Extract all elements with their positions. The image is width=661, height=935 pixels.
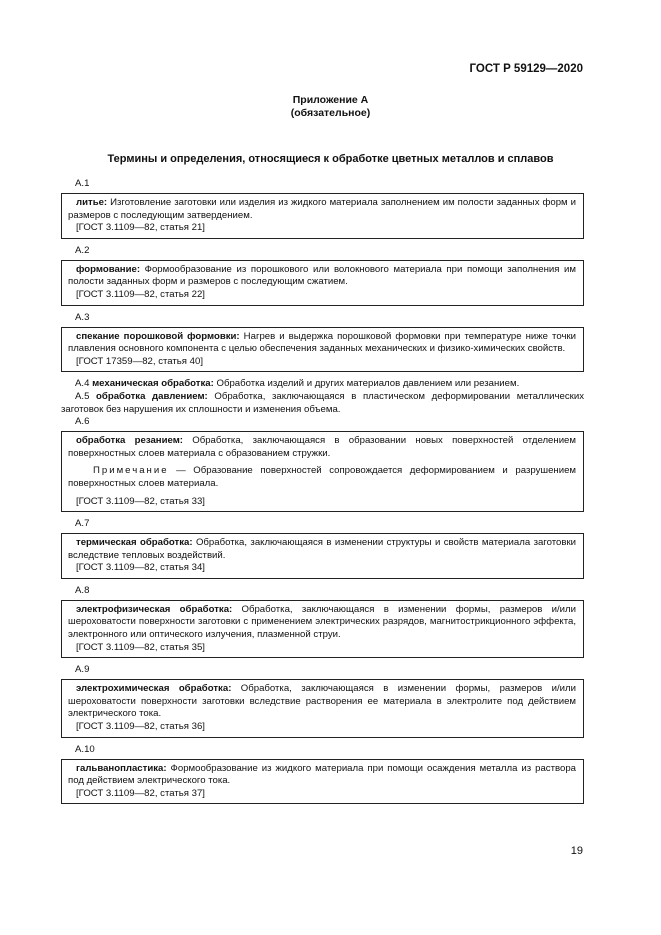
definition-text: Обработка, заключающаяся в изменении формы, размеров и/или шероховатости поверхности заготовки с применением электрических разрядов, магнитострикционного эффекта, электронного или оптического излучения, плазменной струи. [68, 603, 576, 641]
entry-number: А.9 [75, 664, 90, 676]
entry-number: А.4 [75, 378, 90, 390]
section-title: Термины и определения, относящиеся к обработке цветных металлов и сплавов [107, 153, 554, 165]
terms-list [61, 174, 584, 810]
term-definition [68, 683, 576, 721]
term-note [68, 465, 576, 490]
term-name: термическая обработка: [76, 537, 193, 549]
term-definition [68, 763, 576, 788]
entry-number: А.2 [75, 244, 90, 256]
standard-designation: ГОСТ Р 59129—2020 [469, 63, 583, 75]
annex-subtitle: (обязательное) [290, 107, 371, 119]
entry-number: А.10 [75, 743, 95, 755]
term-box [61, 327, 584, 373]
term-box [61, 431, 584, 512]
entry-number: А.1 [75, 178, 90, 189]
term-box [61, 679, 584, 737]
note-label: Примечание [93, 465, 169, 477]
definition-text: Нагрев и выдержка порошковой формовки при температуре ниже точки плавления основного компонента с целью обеспечения заданных механических и физико-химических свойств. [68, 330, 576, 355]
page-number: 19 [570, 845, 583, 857]
term-name: обработка давлением: [96, 390, 208, 402]
term-definition [68, 435, 576, 460]
definition-text: Обработка, заключающаяся в изменении формы, размеров и/или шероховатости поверхности заготовки вследствие растворения ее материала в электролите под действием электрического тока. [68, 683, 576, 720]
entry-number: А.3 [75, 311, 90, 323]
definition-text: Обработка, заключающаяся в пластическом деформировании металлических заготовок без нарушения их сплошности и изменения объема. [61, 390, 584, 415]
term-box [61, 600, 584, 658]
term-name: спекание порошковой формовки: [76, 330, 240, 342]
term-definition [68, 197, 576, 222]
term-source: [ГОСТ 3.1109—82, статья 36] [76, 721, 205, 733]
annex-title: Приложение А [292, 94, 369, 106]
entry-number: А.7 [75, 518, 90, 530]
term-definition [68, 537, 576, 562]
term-name: электрофизическая обработка: [76, 603, 233, 615]
entry-number: А.6 [75, 416, 90, 428]
plain-entry [61, 391, 584, 416]
term-box [61, 193, 584, 239]
term-source: [ГОСТ 3.1109—82, статья 22] [76, 288, 205, 300]
term-definition [68, 604, 576, 642]
definition-text: Обработка, заключающаяся в образовании новых поверхностей отделением поверхностных слоев материала с образованием стружки. [68, 435, 576, 459]
definition-text: Обработка, заключающаяся в изменении структуры и свойств материала заготовки вследствие тепловых воздействий. [68, 537, 576, 561]
term-name: электрохимическая обработка: [76, 683, 232, 695]
term-source: [ГОСТ 3.1109—82, статья 37] [76, 787, 205, 799]
definition-text: Формообразование из порошкового или волокнового материала при помощи заполнения им полости заданных форм и размеров с последующим сжатием. [68, 263, 576, 288]
term-source: [ГОСТ 3.1109—82, статья 34] [76, 562, 205, 574]
term-source: [ГОСТ 3.1109—82, статья 33] [76, 495, 205, 507]
entry-number: А.5 [75, 390, 90, 402]
term-name: механическая обработка: [92, 378, 214, 390]
term-name: гальванопластика: [76, 762, 167, 774]
term-definition [68, 264, 576, 289]
term-source: [ГОСТ 3.1109—82, статья 35] [76, 641, 205, 653]
term-source: [ГОСТ 17359—82, статья 40] [76, 355, 203, 367]
definition-text: Формообразование из жидкого материала при помощи осаждения металла из раствора под действием электрического тока. [68, 762, 576, 787]
term-name: литье: [76, 197, 108, 208]
term-box [61, 533, 584, 579]
entry-number: А.8 [75, 584, 90, 596]
term-box [61, 759, 584, 805]
plain-entry [61, 378, 584, 391]
definition-text: Обработка изделий и других материалов давлением или резанием. [213, 378, 520, 390]
term-definition [68, 331, 576, 356]
note-text: — Образование поверхностей сопровождается деформированием и разрушением поверхностных слоев материала. [68, 465, 576, 489]
term-name: формование: [76, 263, 141, 275]
term-box [61, 260, 584, 306]
definition-text: Изготовление заготовки или изделия из жидкого материала заполнением им полости заданных форм и размеров с последующим затвердением. [68, 197, 576, 221]
term-name: обработка резанием: [76, 435, 183, 447]
annex-heading [0, 94, 661, 120]
term-source: [ГОСТ 3.1109—82, статья 21] [76, 222, 205, 234]
